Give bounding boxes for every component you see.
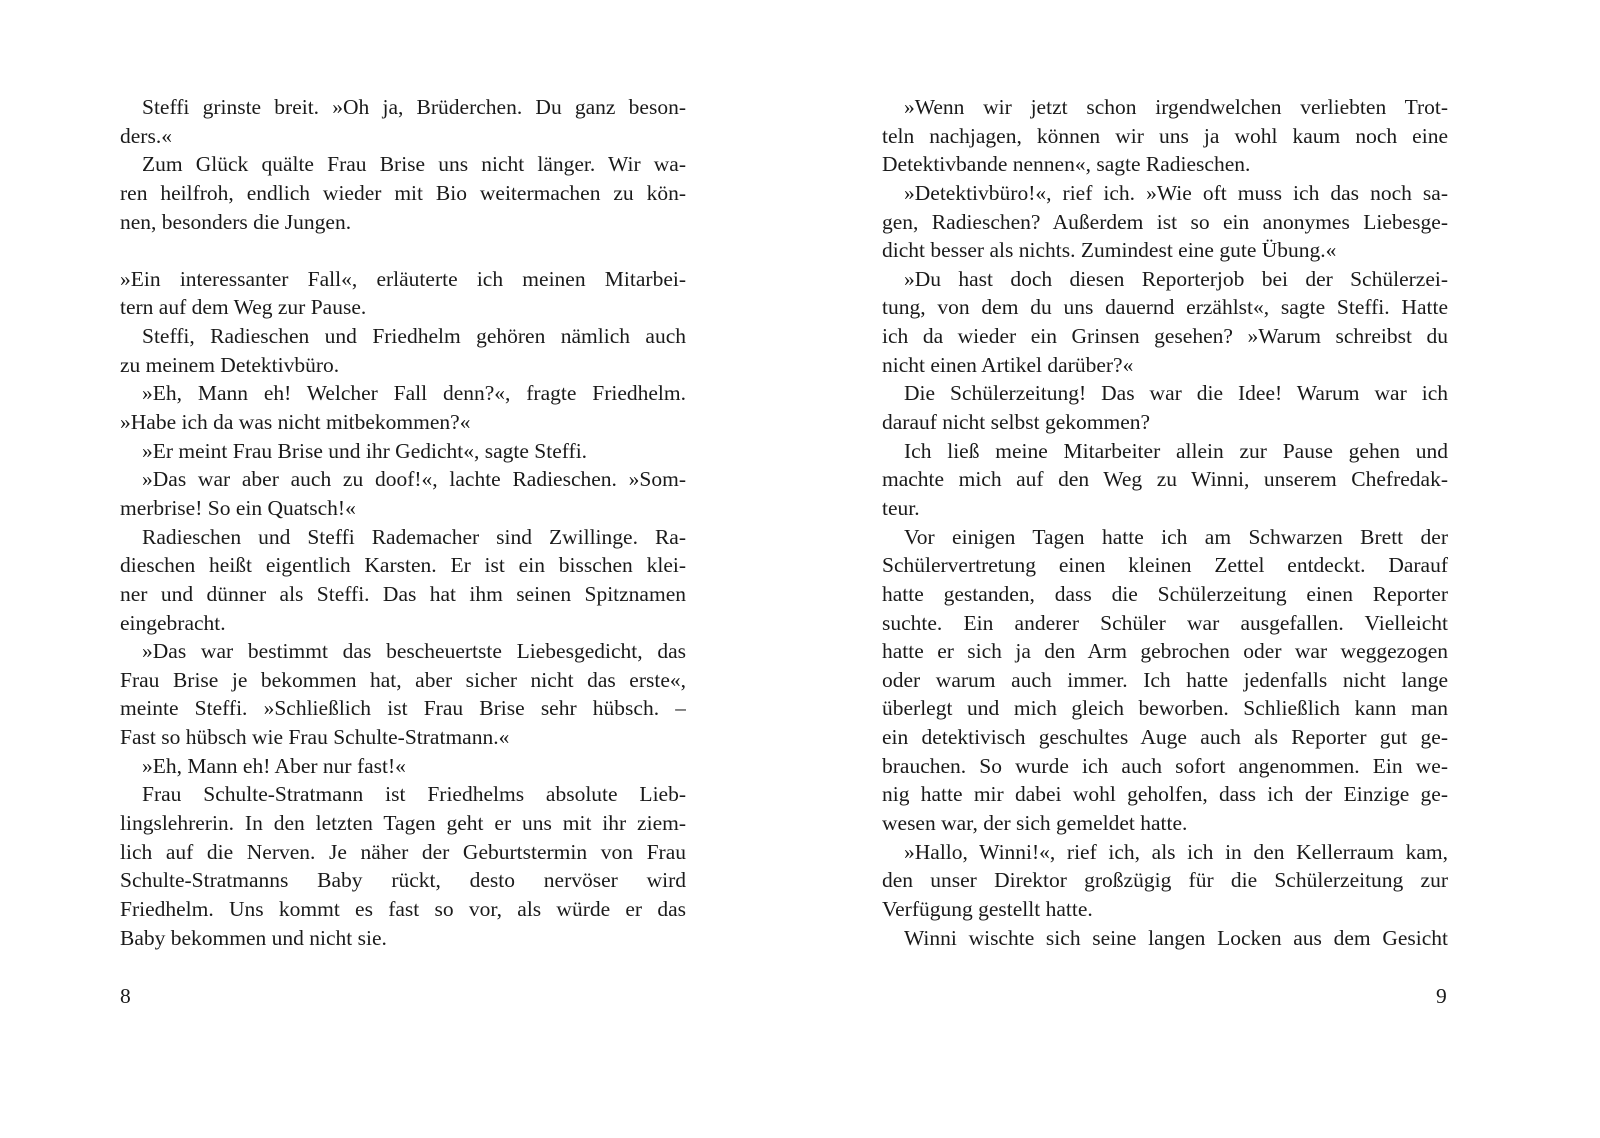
text-line: hatte er sich ja den Arm gebrochen oder war weggezogen: [882, 639, 1448, 664]
text-line: ren heilfroh, endlich wieder mit Bio weitermachen zu kön-: [120, 180, 686, 205]
text-line: zu meinem Detektivbüro.: [120, 352, 340, 377]
text-line: »Du hast doch diesen Reporterjob bei der Schülerzei-: [904, 266, 1448, 291]
text-line: »Habe ich da was nicht mitbekommen?«: [120, 410, 471, 435]
text-line: hatte gestanden, dass die Schülerzeitung einen Reporter: [882, 581, 1448, 606]
text-line: Frau Schulte-Stratmann ist Friedhelms absolute Lieb-: [142, 782, 686, 807]
text-line: Die Schülerzeitung! Das war die Idee! Warum war ich: [904, 381, 1448, 406]
text-line: lingslehrerin. In den letzten Tagen geht er uns mit ihr ziem-: [120, 811, 686, 836]
text-line: »Er meint Frau Brise und ihr Gedicht«, sagte Steffi.: [142, 438, 588, 463]
blank-line: [120, 236, 686, 265]
left-page-text: [120, 93, 686, 952]
text-line: »Wenn wir jetzt schon irgendwelchen verliebten Trot-: [904, 95, 1448, 119]
text-line: ein detektivisch geschultes Auge auch als Reporter gut ge-: [882, 725, 1448, 750]
text-line: Steffi, Radieschen und Friedhelm gehören nämlich auch: [142, 324, 686, 349]
text-line: ich da wieder ein Grinsen gesehen? »Warum schreibst du: [882, 324, 1448, 349]
text-line: »Hallo, Winni!«, rief ich, als ich in den Kellerraum kam,: [904, 839, 1448, 864]
text-line: »Eh, Mann eh! Welcher Fall denn?«, fragte Friedhelm.: [142, 381, 686, 406]
text-line: dieschen heißt eigentlich Karsten. Er ist ein bisschen klei-: [120, 553, 686, 578]
text-line: nen, besonders die Jungen.: [120, 209, 352, 234]
text-line: überlegt und mich gleich beworben. Schließlich kann man: [882, 696, 1448, 721]
page-number-right: 9: [1436, 984, 1447, 1008]
text-line: Frau Brise je bekommen hat, aber sicher nicht das erste«,: [120, 667, 686, 692]
text-line: wesen war, der sich gemeldet hatte.: [882, 811, 1188, 836]
text-line: teln nachjagen, können wir uns ja wohl kaum noch eine: [882, 123, 1448, 148]
text-line: Steffi grinste breit. »Oh ja, Brüderchen. Du ganz beson-: [142, 95, 686, 119]
text-line: lich auf die Nerven. Je näher der Geburtstermin von Frau: [120, 839, 686, 864]
text-line: Ich ließ meine Mitarbeiter allein zur Pause gehen und: [904, 438, 1448, 463]
text-line: teur.: [882, 495, 920, 520]
text-line: meinte Steffi. »Schließlich ist Frau Brise sehr hübsch. –: [120, 696, 686, 721]
text-line: dicht besser als nichts. Zumindest eine gute Übung.«: [882, 238, 1337, 263]
text-line: gen, Radieschen? Außerdem ist so ein anonymes Liebesge-: [882, 209, 1448, 234]
text-line: Fast so hübsch wie Frau Schulte-Stratmann.«: [120, 725, 510, 750]
text-line: Vor einigen Tagen hatte ich am Schwarzen Brett der: [904, 524, 1448, 549]
text-line: den unser Direktor großzügig für die Schülerzeitung zur: [882, 868, 1448, 893]
text-line: »Das war aber auch zu doof!«, lachte Radieschen. »Som-: [142, 467, 686, 492]
text-line: »Detektivbüro!«, rief ich. »Wie oft muss ich das noch sa-: [904, 180, 1448, 205]
page-number-left: 8: [120, 984, 131, 1008]
text-line: suchte. Ein anderer Schüler war ausgefallen. Vielleicht: [882, 610, 1448, 635]
text-line: Winni wischte sich seine langen Locken aus dem Gesicht: [904, 925, 1448, 950]
text-line: machte mich auf den Weg zu Winni, unserem Chefredak-: [882, 467, 1448, 492]
text-line: ner und dünner als Steffi. Das hat ihm seinen Spitznamen: [120, 581, 686, 606]
text-line: »Ein interessanter Fall«, erläuterte ich meinen Mitarbei-: [120, 266, 686, 291]
text-line: merbrise! So ein Quatsch!«: [120, 495, 356, 520]
text-line: Zum Glück quälte Frau Brise uns nicht länger. Wir wa-: [142, 152, 686, 177]
text-line: oder warum auch immer. Ich hatte jedenfalls nicht lange: [882, 667, 1448, 692]
right-page-text: [882, 93, 1448, 952]
text-line: Detektivbande nennen«, sagte Radieschen.: [882, 152, 1251, 177]
text-line: Friedhelm. Uns kommt es fast so vor, als würde er das: [120, 896, 686, 921]
text-line: darauf nicht selbst gekommen?: [882, 410, 1151, 435]
text-line: »Eh, Mann eh! Aber nur fast!«: [142, 753, 406, 778]
text-line: Verfügung gestellt hatte.: [882, 896, 1093, 921]
text-line: eingebracht.: [120, 610, 226, 635]
text-line: »Das war bestimmt das bescheuertste Liebesgedicht, das: [142, 639, 686, 664]
text-line: ders.«: [120, 123, 172, 148]
text-line: tung, von dem du uns dauernd erzählst«, sagte Steffi. Hatte: [882, 295, 1448, 320]
text-line: nig hatte mir dabei wohl geholfen, dass ich der Einzige ge-: [882, 782, 1448, 807]
text-line: Baby bekommen und nicht sie.: [120, 925, 387, 950]
text-line: Schülervertretung einen kleinen Zettel entdeckt. Darauf: [882, 553, 1448, 578]
text-line: nicht einen Artikel darüber?«: [882, 352, 1134, 377]
text-line: Radieschen und Steffi Rademacher sind Zwillinge. Ra-: [142, 524, 686, 549]
text-line: tern auf dem Weg zur Pause.: [120, 295, 367, 320]
text-line: Schulte-Stratmanns Baby rückt, desto nervöser wird: [120, 868, 686, 893]
text-line: brauchen. So wurde ich auch sofort angenommen. Ein we-: [882, 753, 1448, 778]
